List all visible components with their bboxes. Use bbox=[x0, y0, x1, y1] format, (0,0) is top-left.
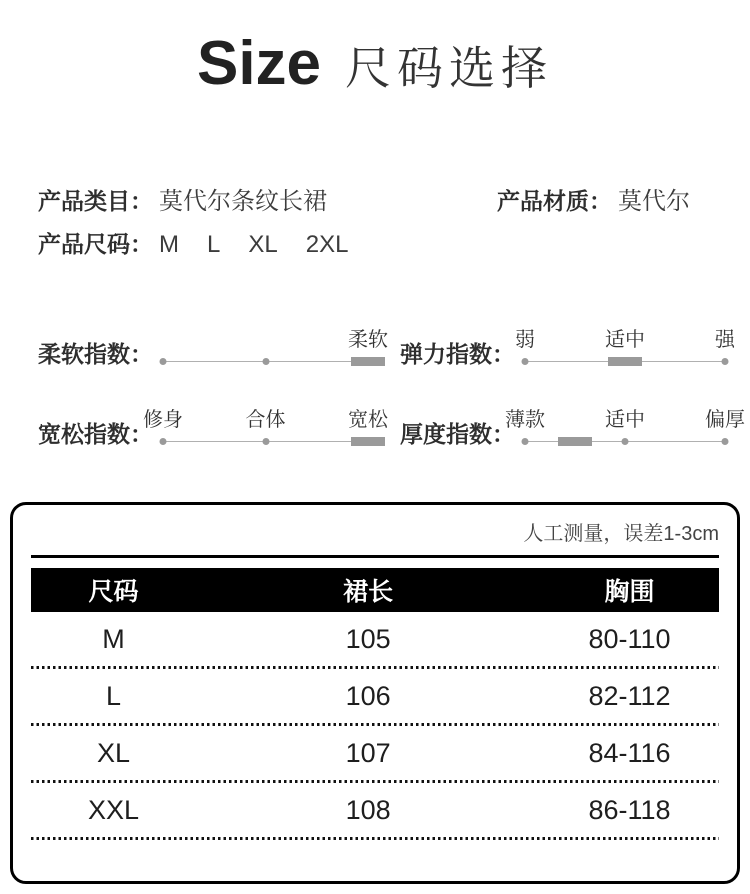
slider-tick-label: 宽松 bbox=[348, 409, 388, 431]
table-row bbox=[31, 612, 719, 666]
slider-tick-label: 适中 bbox=[605, 329, 645, 351]
cell-bust: 82-112 bbox=[588, 680, 671, 711]
cell-bust: 86-118 bbox=[588, 794, 671, 825]
product-category-value: 莫代尔条纹长裙 bbox=[159, 188, 327, 215]
softness-index-label: 柔软指数： bbox=[38, 341, 153, 367]
header-cell-skirt-length: 裙长 bbox=[343, 578, 394, 606]
dotted-divider bbox=[31, 837, 719, 840]
slider-selected-bar bbox=[351, 437, 385, 446]
slider-tick-label: 强 bbox=[715, 329, 735, 351]
cell-size: L bbox=[106, 680, 122, 711]
header-cell-size: 尺码 bbox=[88, 578, 139, 606]
elasticity-slider bbox=[515, 328, 735, 372]
thickness-slider bbox=[505, 408, 745, 452]
slider-tick-label: 弱 bbox=[515, 329, 535, 351]
divider-line bbox=[31, 555, 719, 558]
looseness-index-label: 宽松指数： bbox=[38, 421, 153, 447]
size-option-l: L bbox=[207, 231, 221, 258]
cell-skirt-length: 107 bbox=[345, 737, 391, 768]
softness-index bbox=[38, 328, 388, 372]
product-sizes-list bbox=[159, 231, 348, 259]
slider-selected-bar bbox=[608, 357, 642, 366]
slider-dot bbox=[160, 438, 167, 445]
page-title bbox=[0, 28, 750, 99]
cell-bust: 80-110 bbox=[588, 623, 671, 654]
product-material-row bbox=[497, 181, 690, 216]
product-category-label: 产品类目： bbox=[38, 188, 153, 214]
slider-selected-bar bbox=[351, 357, 385, 366]
cell-skirt-length: 105 bbox=[345, 623, 391, 654]
table-row bbox=[31, 726, 719, 780]
slider-dot bbox=[722, 438, 729, 445]
softness-slider bbox=[163, 328, 388, 372]
cell-size: XL bbox=[97, 737, 131, 768]
elasticity-index-label: 弹力指数： bbox=[400, 341, 515, 367]
slider-tick-label: 柔软 bbox=[348, 329, 388, 351]
thickness-index-label: 厚度指数： bbox=[400, 421, 515, 447]
product-material-value: 莫代尔 bbox=[618, 188, 690, 215]
slider-tick-label: 合体 bbox=[245, 409, 286, 431]
slider-dot bbox=[262, 358, 269, 365]
slider-tick-label: 适中 bbox=[605, 409, 645, 431]
size-table-box bbox=[10, 502, 740, 884]
looseness-slider bbox=[143, 408, 388, 452]
product-sizes-row bbox=[38, 226, 348, 259]
slider-tick-label: 修身 bbox=[143, 409, 183, 431]
slider-dot bbox=[522, 358, 529, 365]
product-material-label: 产品材质： bbox=[497, 188, 612, 214]
slider-dot bbox=[722, 358, 729, 365]
title-en: Size bbox=[196, 29, 322, 98]
slider-dot bbox=[622, 438, 629, 445]
cell-size: M bbox=[102, 623, 125, 654]
size-option-xl: XL bbox=[248, 231, 278, 258]
slider-tick-label: 薄款 bbox=[505, 409, 545, 431]
looseness-index bbox=[38, 408, 388, 452]
cell-size: XXL bbox=[88, 794, 140, 825]
size-option-2xl: 2XL bbox=[305, 231, 349, 258]
slider-dot bbox=[522, 438, 529, 445]
measurement-note: 人工测量，误差1-3cm bbox=[523, 523, 719, 545]
table-row bbox=[31, 783, 719, 837]
slider-tick-label: 偏厚 bbox=[705, 409, 745, 431]
header-cell-bust: 胸围 bbox=[604, 578, 655, 606]
table-row bbox=[31, 669, 719, 723]
cell-bust: 84-116 bbox=[588, 737, 671, 768]
size-option-m: M bbox=[159, 231, 179, 258]
slider-dot bbox=[160, 358, 167, 365]
title-zh: 尺码选择 bbox=[345, 42, 554, 94]
thickness-index bbox=[400, 408, 745, 452]
size-table-header bbox=[31, 568, 719, 612]
slider-dot bbox=[262, 438, 269, 445]
product-sizes-label: 产品尺码： bbox=[38, 231, 153, 257]
slider-selected-bar bbox=[558, 437, 592, 446]
elasticity-index bbox=[400, 328, 735, 372]
cell-skirt-length: 108 bbox=[345, 794, 391, 825]
product-category-row bbox=[38, 181, 327, 216]
cell-skirt-length: 106 bbox=[345, 680, 391, 711]
